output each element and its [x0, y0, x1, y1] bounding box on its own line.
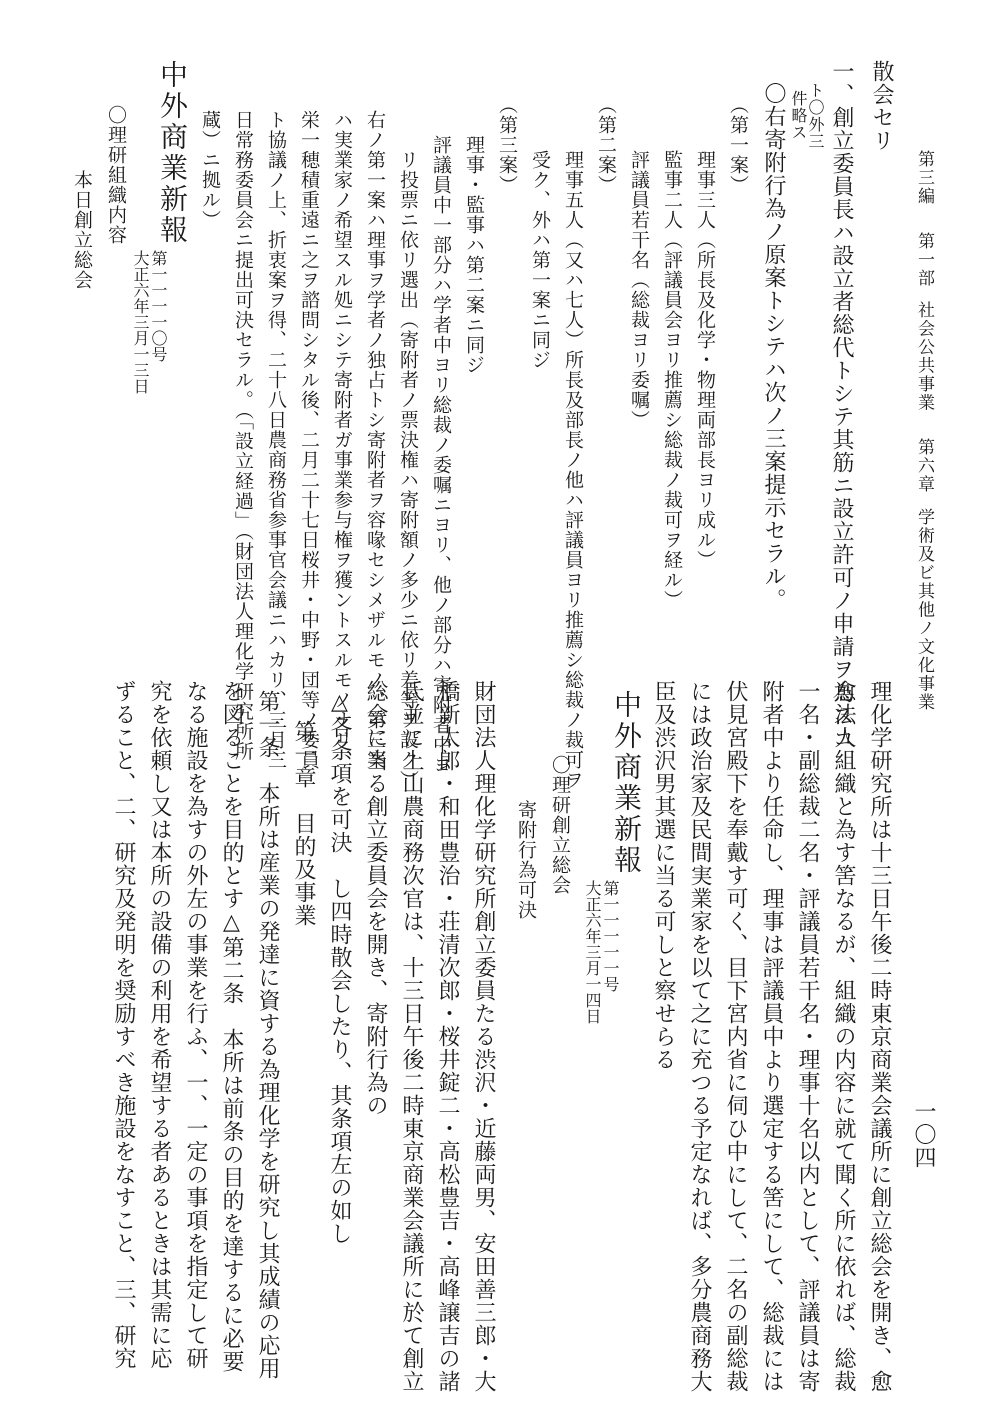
text-line: 評議員若干名（総裁ヨリ委嘱）: [628, 150, 650, 430]
text-line: を図ることを目的とす△第二条 本所は前条の目的を達するに必要: [219, 680, 244, 1373]
text-line: 愈法人組織と為す筈なるが、組織の内容に就て聞く所に依れば、総裁: [831, 680, 856, 1393]
issue-number: 第一一一一一号: [601, 880, 620, 992]
text-line: 理事五人（又ハ七人）所長及部長ノ他ハ評議員ヨリ推薦シ総裁ノ裁可ヲ: [562, 150, 584, 790]
text-line: 監事二人（評議員会ヨリ推薦シ総裁ノ裁可ヲ経ル）: [661, 150, 683, 610]
text-line: （第三案）: [496, 95, 518, 195]
text-line: 蔵）ニ拠ル）: [199, 110, 221, 230]
text-line: △各条項を可決 し四時散会したり、其条項左の如し: [327, 690, 352, 1245]
text-line: （第一案）: [727, 95, 749, 195]
header-edition: 第三編: [914, 150, 934, 206]
newspaper-title: 中外商業新報: [156, 60, 189, 246]
text-line: 伏見宮殿下を奉戴す可く、目下宮内省に伺ひ中にして、二名の副総裁: [723, 680, 748, 1393]
text-line: 第一条 本所は産業の発達に資する為理化学を研究し其成績の応用: [255, 690, 280, 1380]
text-line: ずること、二、研究及発明を奨励すべき施設をなすこと、三、研究: [111, 680, 136, 1370]
lower-text-block: [111, 680, 900, 1393]
text-line: 一、創立委員長ハ設立者総代トシテ其筋ニ設立許可ノ申請ヲ為スコ: [829, 60, 854, 750]
issue-date: 大正六年三月一四日: [583, 880, 602, 1024]
text-line: 右ノ第一案ハ理事ヲ学者ノ独占トシ寄附者ヲ容喙セシメザルモノ、第三案: [364, 110, 386, 770]
text-line: ハ実業家ノ希望スル処ニシテ寄附者ガ事業参与権ヲ獲ントスルモノナリ、: [331, 110, 353, 770]
text-line: 理事・監事ハ第二案ニ同ジ: [463, 135, 485, 375]
text-line: 一名・副総裁二名・評議員若干名・理事十名以内として、評議員は寄: [795, 680, 820, 1393]
upper-text-block: [71, 60, 895, 790]
header-part: 第一部: [914, 231, 934, 287]
text-line: （第二案）: [595, 95, 617, 195]
page-number: 一〇四: [911, 1100, 936, 1169]
text-line: 評議員中一部分ハ学者中ヨリ総裁ノ委嘱ニヨリ、他ノ部分ハ寄附者中ヨ: [430, 135, 452, 775]
text-line: には政治家及民間実業家を以て之に充つる予定なれば、多分農商務大: [687, 680, 712, 1393]
text-line: 氏並に上山農商務次官は、十三日午後二時東京商業会議所に於て創立: [399, 680, 424, 1393]
text-line: 日常務委員会ニ提出可決セラル。（「設立経過」（財団法人理化学研究所所: [232, 110, 254, 762]
text-line: 財団法人理化学研究所創立委員たる渋沢・近藤両男、安田善三郎・大: [471, 680, 496, 1393]
text-line: 栄一穂積重遠ニ之ヲ諮問シタル後、二月二十七日桜井・中野・団等ノ委員: [298, 110, 320, 770]
text-line: リ投票ニ依リ選出（寄附者ノ票決権ハ寄附額ノ多少ニ依リ差等ヲ設ク）: [397, 150, 419, 790]
article-subheadline: 本日創立総会: [71, 170, 93, 290]
article-headline: 〇理研組織内容: [105, 105, 127, 245]
header-chapter-title: 学術及ビ其他ノ文化事業: [914, 507, 934, 711]
text-line: 究を依頼し又は本所の設備の利用を希望する者あるときは其需に応: [147, 680, 172, 1370]
running-header: [905, 150, 945, 710]
text-line: 橋新太郎・和田豊治・荘清次郎・桜井錠二・高松豊吉・高峰譲吉の諸: [435, 680, 460, 1393]
issue-number: 第一一一一〇号: [149, 250, 168, 362]
newspaper-title: 中外商業新報: [610, 690, 643, 876]
issue-date: 大正六年三月一三日: [131, 250, 150, 394]
header-chapter: 第六章: [914, 438, 934, 494]
text-line: 附者中より任命し、理事は評議員中より選定する筈にして、総裁には: [759, 680, 784, 1393]
text-line: 〇右寄附行為ノ原案トシテハ次ノ三案提示セラル。: [761, 82, 786, 611]
text-line: 臣及渋沢男其選に当る可しと察せらる: [651, 680, 676, 1071]
chapter-heading: 第一章 目的及事業: [291, 720, 316, 927]
text-line: 総会に当る創立委員会を開き、寄附行為の: [363, 680, 388, 1117]
text-line: 受ク、外ハ第一案ニ同ジ: [529, 150, 551, 370]
text-line: 件略ス: [789, 90, 808, 141]
text-line: ト〇外三: [806, 82, 825, 150]
text-line: ト協議ノ上、折衷案ヲ得、二十八日農商務省参事官会議ニハカリ、三月三: [265, 110, 287, 770]
article-headline: 〇理研創立総会: [549, 755, 571, 895]
text-line: 理事三人（所長及化学・物理両部長ヨリ成ル）: [694, 150, 716, 570]
header-section: 社会公共事業: [914, 301, 934, 412]
text-line: 散会セリ: [869, 60, 894, 152]
text-line: なる施設を為すの外左の事業を行ふ、一、一定の事項を指定して研: [183, 680, 208, 1370]
text-line: 理化学研究所は十三日午後二時東京商業会議所に創立総会を開き、愈: [867, 680, 892, 1393]
article-subheadline: 寄附行為可決: [515, 800, 537, 920]
